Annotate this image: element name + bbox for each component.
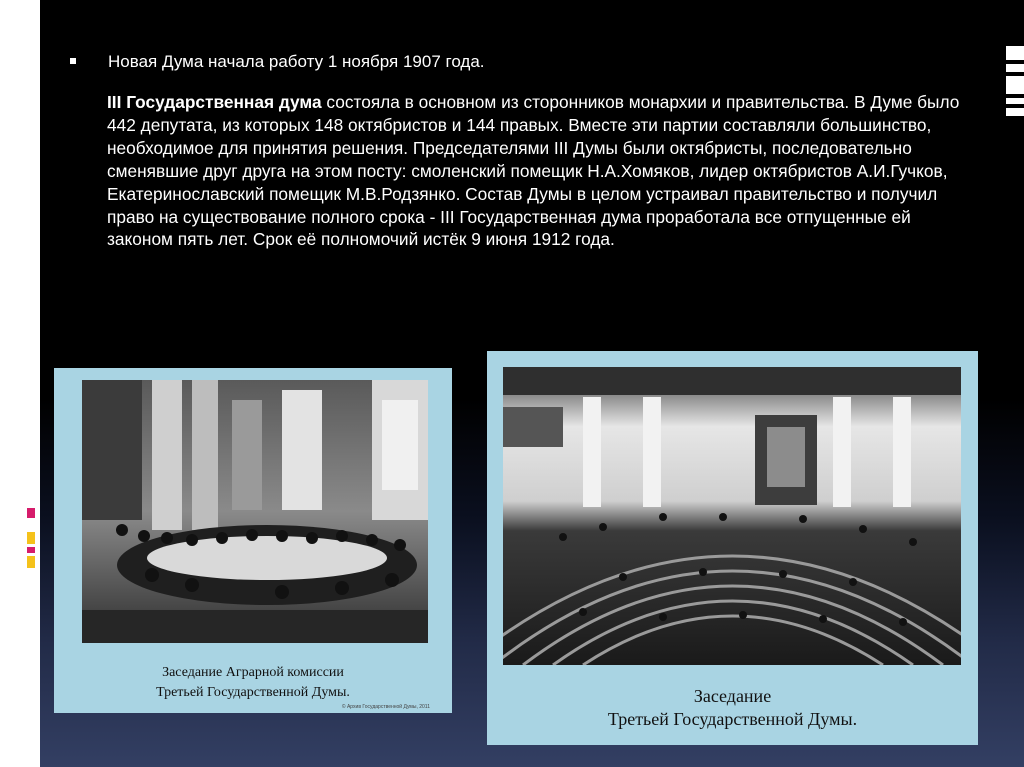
caption-left-line2: Третьей Государственной Думы. [156, 685, 350, 700]
caption-left-line1: Заседание Аграрной комиссии [162, 665, 344, 680]
photo-agrarian-commission-image [82, 380, 428, 643]
caption-right-line2: Третьей Государственной Думы. [607, 709, 858, 729]
main-paragraph [107, 91, 967, 251]
caption-right-line1: Заседание [693, 686, 772, 706]
paragraph-body: состояла в основном из сторонников монархии и правительства. В Думе было 442 депутата, из которых 148 октябристов и 144 правых. Вместе эти партии составляли большинство, необходимое для принятия решения. Председателями III Думы были октябристы, последовательно сменявшие друг друга на этом посту: смоленский помещик Н.А.Хомяков, лидер октябристов А.И.Гучков, Екатеринославский помещик М.В.Родзянко. Состав Думы в целом устраивал правительство и получил право на существование полного срока - III Государственная дума проработала все отпущенные ей законом пять лет. Срок её полномочий истёк 9 июня 1912 года. [107, 92, 960, 250]
photo-card-agrarian-commission [54, 368, 452, 713]
paragraph-lead: III Государственная дума [107, 92, 322, 112]
photo-duma-session [503, 367, 961, 665]
photo-duma-session-image [503, 367, 961, 665]
decorative-bars-top-right [1006, 46, 1024, 116]
bullet-square-icon [70, 58, 76, 64]
photo-card-duma-session [487, 351, 978, 745]
bullet-text: Новая Дума начала работу 1 ноября 1907 года. [108, 52, 485, 71]
decorative-bars-left [27, 508, 35, 568]
caption-agrarian-commission [54, 663, 452, 703]
left-margin-strip [0, 0, 40, 767]
caption-duma-session [487, 685, 978, 731]
photo-credit: © Архив Государственной Думы, 2011 [341, 704, 430, 710]
photo-agrarian-commission [82, 380, 428, 643]
